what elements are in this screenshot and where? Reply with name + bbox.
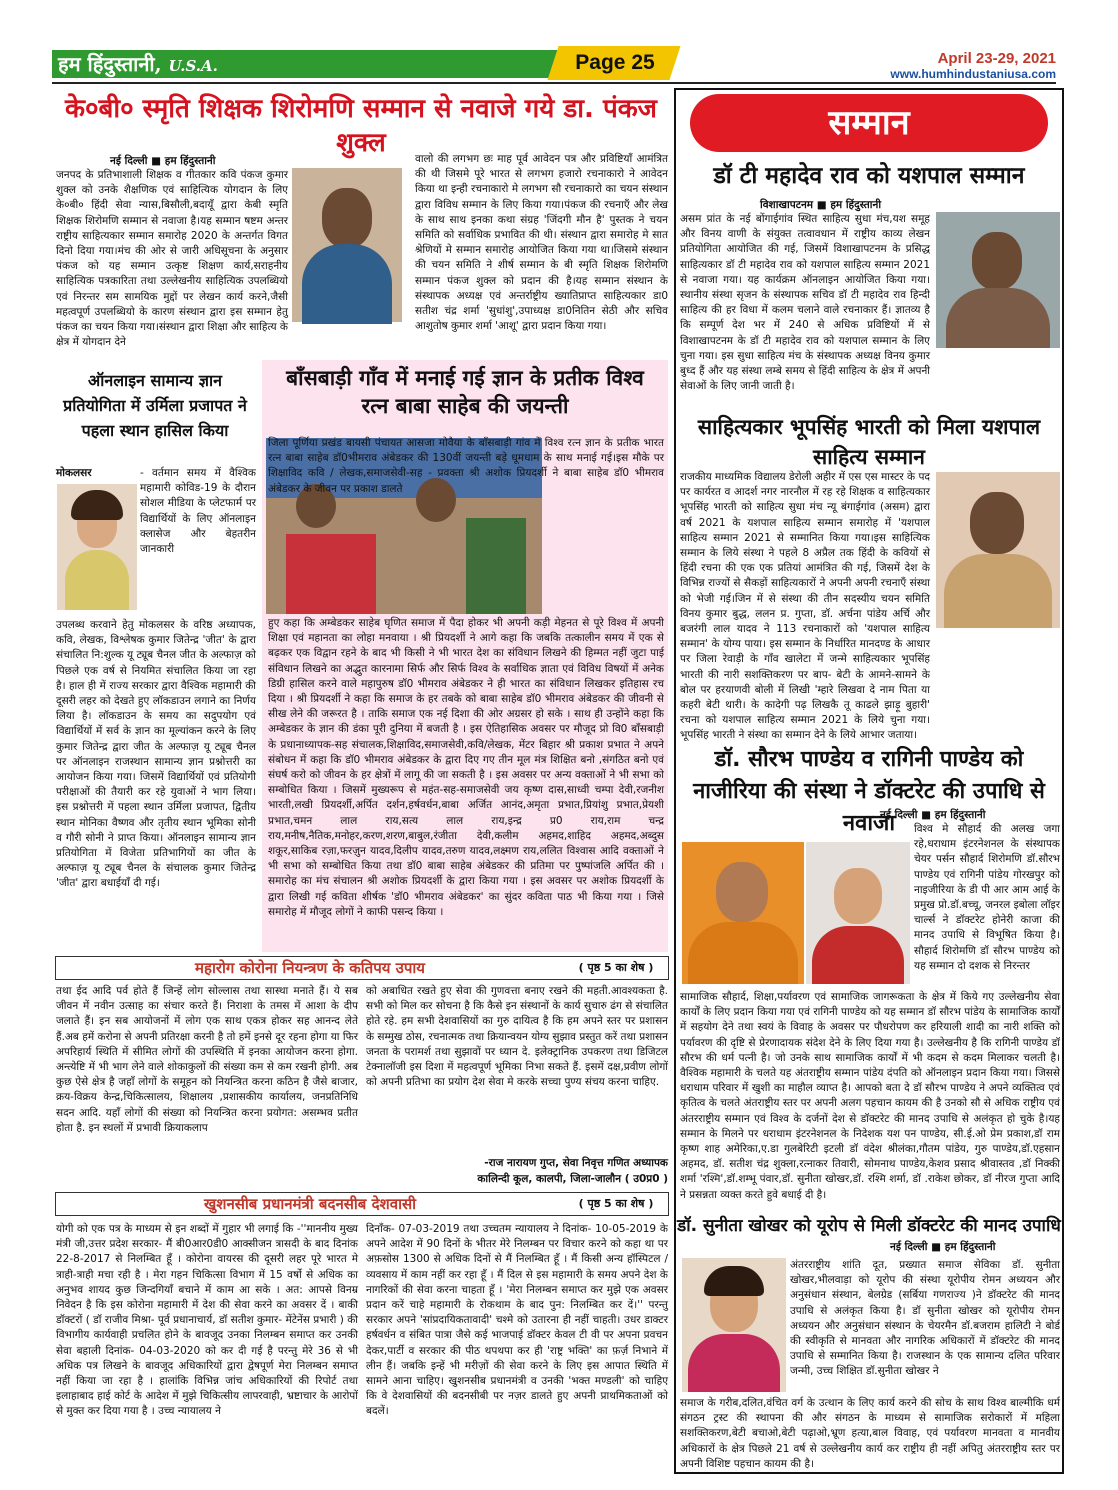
samman4-body: समाज के गरीब,दलित,वंचित वर्ग के उत्थान के लिए कार्य करने की सोच के साथ विश्व बाल्मीकि धर्म संगठन ट्रस्ट की स्थापना की और संगठन के माध्यम से सामाजिक सरोकारों में महिला सशक्तिकरण,बेटी बचाओ,बेटी पढ़ाओ,भ्रूण हत्या,बाल विवाह, एवं पर्यावरण मानवता व मानवीय अधिकारों के क्षेत्र पिछले 21 वर्ष से उल्लेखनीय कार्य कर राष्ट्रीय ही नहीं अपितु अंतरराष्ट्रीय स्तर पर अपनी विशिष्ट पहचान कायम की है। (680, 1397, 1060, 1470)
page-number: Page 25 (575, 51, 655, 74)
article5-col1: योगी को एक पत्र के माध्यम से इन शब्दों में गुहार भी लगाई कि -''माननीय मुख्य मंत्री जी,उत्तर प्रदेश सरकार- मैं बी0आर0डी0 आक्सीजन त्रासदी के बाद दिनांक 22-8-2017 से निलम्बित हूँ । कोरोना वायरस की दूसरी लहर पूरे भारत मे त्राही-त्राही मचा रही है । मेरा गहन चिकित्सा विभाग में 15 वर्षो से अधिक का अनुभव शायद कुछ जिन्दगियाँ बचाने में काम आ सके । अत: आपसे विनम्र निवेदन है कि इस कोरोना महामारी में देश की सेवा करने का अवसर दें । बाकी डॉक्टरों ( डॉ राजीव मिश्रा- पूर्व प्रधानाचार्य, डॉ सतीश कुमार- मेंटेनेंस प्रभारी ) की विभागीय कार्यवाही प्रचलित होने के बावजूद उनका निलम्बन समाप्त कर उनकी सेवा बहाली दिनांक- 04-03-2020 को कर दी गई है परन्तु मेरे 36 से भी अधिक पत्र लिखने के बावजूद अधिकारियों द्वारा द्वेषपूर्ण मेरा निलम्बन समाप्त नहीं किया जा रहा है । हालांकि विभिन्न जांच अधिकारियों की रिपोर्ट तथा इलाहाबाद हाई कोर्ट के आदेश में मुझे चिकित्सीय लापरवाही, भ्रष्टाचार के आरोपों से मुक्त कर दिया गया है । उच्च न्यायालय ने (56, 1223, 358, 1418)
article1-headline: के०बी० स्मृति शिक्षक शिरोमणि सम्मान से नवाजे गये डा. पंकज शुक्ल (65, 94, 657, 158)
article1-photo-left (292, 168, 402, 322)
samman4-dateline: नई दिल्ली ■ हम हिंदुस्तानी (890, 1241, 996, 1253)
samman4-photo (682, 1258, 786, 1392)
article5-cont: ( पृष्ठ 5 का शेष ) (578, 1197, 654, 1210)
article4-cont: ( पृष्ठ 5 का शेष ) (578, 961, 654, 974)
article1-col3: वालो की लगभग छः माह पूर्व आवेदन पत्र और प्रविष्टियाँ आमंत्रित की थी जिसमे पूरे भारत से लगभग हजारो रचनाकारो ने आवेदन किया था इन्ही रचनाकारो मे लगभग सौ रचनाकारो का चयन संस्थान द्वारा विविध सम्मान के लिए किया गया।पंकज की रचनाएँ और लेख के साथ साथ इनका कथा संग्रह 'जिंदगी मौन है' पुस्तक ने चयन समिति को सर्वाधिक प्रभावित की थी। संस्थान द्वारा समारोह मे सात श्रेणियों मे सम्मान समारोह आयोजित किया गया था।जिसमे संस्थान की चयन समिति ने शीर्ष सम्मान के बी स्मृति शिक्षक शिरोमणि सम्मान पंकज शुक्ल को प्रदान की है।यह सम्मान संस्थान के संस्थापक अध्यक्ष एवं अन्तर्राष्ट्रीय ख्यातिप्राप्त साहित्यकार डा0 सतीश चंद्र शर्मा 'सुधांशु',उपाध्यक्ष डा0नितिन सेठी और सचिव आशुतोष कुमार शर्मा 'आशू' द्वारा प्रदान किया गया। (415, 153, 668, 333)
issue-date: April 23-29, 2021 (937, 50, 1056, 67)
masthead (0, 0, 1118, 90)
article2-photo (57, 484, 137, 610)
article3-body: हुए कहा कि अम्बेडकर साहेब घृणित समाज में पैदा होकर भी अपनी कड़ी मेहनत से पूरे विश्व में अपनी शिक्षा एवं महानता का लोहा मनवाया । श्री प्रियदर्शी ने आगे कहा कि जबकि तत्कालीन समय में एक से बढ़कर एक विद्वान रहने के बाद भी किसी ने भी भारत देश का संविधान लिखने की हिम्मत नहीं जुटा पाई संविधान लिखने का अद्भुत कारनामा सिर्फ और सिर्फ विश्व के सर्वाधिक ज्ञाता एवं विविध विषयों में अनेक डिग्री हासिल करने वाले महापुरुष डॉ0 भीमराव अंबेडकर ने ही भारत का संविधान लिखकर इतिहास रच दिया । श्री प्रियदर्शी ने कहा कि समाज के हर तबके को बाबा साहेब डॉ0 भीमराव अंबेडकर की जीवनी से सीख लेने की जरूरत है । ताकि समाज एक नई दिशा की ओर अग्रसर हो सके । साथ ही उन्होंने कहा कि अम्बेडकर के ज्ञान की डंका पूरी दुनिया में बजती है । इस ऐतिहासिक अवसर पर मौजूद प्रो वि0 बाँसबाड़ी के प्रधानाध्यापक-सह संचालक,शिक्षाविद,समाजसेवी,कवि/लेखक, मेंटर बिहार श्री प्रकाश प्रभात ने अपने संबोधन में कहा कि डॉ0 भीमराव अंबेडकर के द्वारा दिए गए तीन मूल मंत्र शिक्षित बनो ,संगठित बनो एवं संघर्ष करो को जीवन के हर क्षेत्रों में लागू की जा सकती है । इस अवसर पर अन्य वक्ताओं ने भी सभा को सम्बोधित किया । जिसमें मुख्यरूप से महंत-सह-समाजसेवी जय कृष्ण दास,साध्वी चम्पा देवी,रजनीश भारती,लखी प्रियदर्शी,अर्पित दर्शन,हर्षवर्धन,बाबा अर्जित आनंद,अमृता प्रभात,प्रियांशु प्रभात,प्रेयशी प्रभात,चमन लाल राय,सत्य लाल राय,इन्द्र प्र0 राय,राम चन्द्र राय,मनीष,नैतिक,मनोहर,करण,शरण,बाबुल,रंजीता देवी,कलीम अहमद,शाहिद अहमद,अब्दुस शकूर,साकिब रज़ा,फरज़ुन यादव,दिलीप यादव,तरुण यादव,लक्ष्मण राय,ललित विश्वास आदि वक्ताओं ने भी सभा को सम्बोधित किया तथा डॉ0 बाबा साहेब अंबेडकर की प्रतिमा पर पुष्पांजलि अर्पित की । समारोह का मंच संचालन श्री अशोक प्रियदर्शी के द्वारा किया गया । इस अवसर पर अशोक प्रियदर्शी के द्वारा लिखी गई कविता शीर्षक 'डॉ0 भीमराव अंबेडकर' का सुंदर कविता पाठ भी किया गया । जिसे समारोह में मौजूद लोगों ने काफी पसन्द किया । (268, 617, 664, 918)
article4-headline: महारोग कोरोना नियन्त्रण के कतिपय उपाय (195, 959, 425, 977)
article5-col2: दिनाँक- 07-03-2019 तथा उच्चतम न्यायालय ने दिनांक- 10-05-2019 के अपने आदेश में 90 दिनों के भीतर मेरे निलम्बन पर विचार करने को कहा था पर अफ़सोस 1300 से अधिक दिनों से मैं निलम्बित हूँ । मैं किसी अन्य हॉस्पिटल / व्यवसाय में काम नहीं कर रहा हूँ । मैं दिल से इस महामारी के समय अपने देश के नागरिकों की सेवा करना चाहता हूँ । 'मेरा निलम्बन समाप्त कर मुझे एक अवसर प्रदान करें चाहे महामारी के रोकथाम के बाद पुन: निलम्बित कर दें।'' परन्तु सरकार अपने 'सांप्रदायिकतावादी' चश्मे को उतारना ही नहीं चाहती। उधर डाक्टर हर्षवर्धन व संबित पात्रा जैसे कई भाजपाई डॉक्टर केवल टी वी पर अपना प्रवचन देकर,पार्टी व सरकार की पीठ थपथपा कर ही 'राष्ट्र भक्ति' का फ़र्ज़ निभाने में लीन हैं। जबकि इन्हें भी मरीज़ों की सेवा करने के लिए इस आपात स्थिति में सामने आना चाहिए। खुशनसीब प्रधानमंत्री व उनकी 'भक्त मण्डली' को चाहिए कि वे देशवासियों की बदनसीबी पर नज़र डालते हुए अपनी प्राथमिकताओं को बदलें। (366, 1223, 668, 1418)
samman3-photo-man (682, 842, 804, 984)
article5-headline: खुशनसीब प्रधानमंत्री बदनसीब देशवासी (203, 1195, 417, 1213)
samman3-body: सामाजिक सौहार्द, शिक्षा,पर्यावरण एवं सामाजिक जागरूकता के क्षेत्र में किये गए उल्लेखनीय सेवा कार्यों के लिए प्रदान किया गया एवं रागिनी पाण्डेय को यह सम्मान डॉ सौरभ पांडेय के सामाजिक कार्यों में सहयोग देने तथा स्वयं के विवाह के अवसर पर पौधरोपण कर हरियाली शादी का नारी शक्ति को पर्यावरण की दृष्टि से प्रेरणादायक संदेश देने के लिए दिया गया है। उल्लेखनीय है कि रागिनी पाण्डेय डॉ सौरभ की धर्म पत्नी है। जो उनके साथ सामाजिक कार्यों में भी कदम से कदम मिलाकर चलती है।वैश्विक महामारी के चलते यह अंतराष्ट्रीय सम्मान पांडेय दंपति को ऑनलाइन प्रदान किया गया। जिससे धराधाम परिवार में खुशी का माहौल व्याप्त है। आपको बता दे डॉ सौरभ पाण्डेय ने अपने व्यक्तित्व एवं कृतित्व के चलते अंतराष्ट्रीय स्तर पर अपनी अलग पहचान कायम की है उनको सौ से अधिक राष्ट्रीय एवं अंतरराष्ट्रीय सम्मान एवं विश्व के दर्जनों देश से डॉक्टरेट की मानद उपाधि से अलंकृत हो चुके है।यह सम्मान के मिलने पर धराधाम इंटरनेशनल के निदेशक यश पन पाण्डेय, सी.ई.ओ प्रेम प्रकाश,डॉ राम कृष्ण शाह अमेरिका,ए.डा गुलबेरिटी इटली डॉ वंदेश श्रीलंका,गौतम पांडेय, गुरु पाण्डेय,डॉ.एहसान अहमद, डॉ. सतीश चंद्र शुक्ला,रत्नाकर तिवारी, सोमनाथ पाण्डेय,केशव प्रसाद श्रीवास्तव ,डॉ निक्की शर्मा 'रश्मि',डॉ.शम्भू पंवार,डॉ. सुनीता खोखर,डॉ. रश्मि शर्मा, डॉ .राकेश छोकर, डॉ नीरज गुप्ता आदि ने प्रसन्नता व्यक्त करते हुवे बधाई दी है। (680, 991, 1060, 1201)
article4-signature-address: कालिन्दी कूल, कालपी, जिला-जालौन ( उ0प्र0 ) (477, 1173, 668, 1185)
samman2-photo (936, 472, 1060, 628)
samman1-headline: डॉ टी महादेव राव को यशपाल सम्मान (713, 163, 1025, 189)
article4-signature: -राज नारायण गुप्त, सेवा निवृत्त गणित अध्यापक (484, 1157, 668, 1169)
article2-dateline: मोकलसर (56, 467, 92, 479)
article2-lead: - वर्तमान समय में वैश्विक महामारी कोविड-19 के दौरान सोशल मीडिया के प्लेटफार्म पर विद्यार्थियों के लिए ऑनलाइन क्लासेज और बेहतरीन जानकारी (140, 467, 256, 556)
masthead-rule (52, 82, 1056, 84)
masthead-suffix: U.S.A. (168, 57, 218, 75)
website[interactable]: www.humhindustaniusa.com (890, 67, 1056, 81)
article2-body: उपलब्ध करवाने हेतु मोकलसर के वरिष्ठ अध्यापक, कवि, लेखक, विश्लेषक कुमार जितेन्द्र 'जीत' के द्वारा संचालित नि:शुल्क यू ट्यूब चैनल जीत के अल्फाज़ को पिछले एक वर्ष से नियमित संचालित किया जा रहा है। हाल ही में राज्य सरकार द्वारा वैश्विक महामारी की दूसरी लहर को देखते हुए लॉकडाउन लगाने का निर्णय लिया है। लॉकडाउन के समय का सदुपयोग एवं विद्यार्थियों में सर्व के ज्ञान का मूल्यांकन करने के लिए कुमार जितेन्द्र द्वारा जीत के अल्फाज़ यू ट्यूब चैनल पर ऑनलाइन राजस्थान सामान्य ज्ञान प्रश्नोत्तरी का आयोजन किया गया। जिसमें विद्यार्थियों एवं प्रतियोगी परीक्षाओं की तैयारी कर रहे युवाओं ने भाग लिया। इस प्रश्नोत्तरी में पहला स्थान उर्मिला प्रजापत, द्वितीय स्थान मोनिका वैष्णव और तृतीय स्थान भूमिका सोनी व गौरी सोनी ने प्राप्त किया। ऑनलाइन सामान्य ज्ञान प्रतियोगिता में विजेता प्रतिभागियों का जीत के अल्फाज़ यू ट्यूब चैनल के संचालक कुमार जितेन्द्र 'जीत' द्वारा बधाईयाँ दी गई। (56, 619, 256, 890)
samman-banner-text: सम्मान (828, 103, 910, 143)
article1-bottom-left (56, 322, 406, 350)
samman4-headline: डॉ. सुनीता खोखर को यूरोप से मिली डॉक्टरेट की मानद उपाधि (677, 1216, 1061, 1236)
samman2-headline: साहित्यकार भूपसिंह भारती को मिला यशपाल साहित्य सम्मान (697, 415, 1041, 469)
samman2-body: राजकीय माध्यमिक विद्यालय डेरोली अहीर में एस एस मास्टर के पद पर कार्यरत व आदर्श नगर नारनौल में रह रहे शिक्षक व साहित्यकार भूपसिंह भारती को साहित्य सुधा मंच न्यू बंगाईगांव (असम) द्वारा वर्ष 2021 के यशपाल साहित्य सम्मान समारोह में 'यशपाल साहित्य सम्मान 2021 से सम्मानित किया गया।इस साहित्यिक सम्मान के लिये संस्था ने पहले 8 अप्रैल तक हिंदी के कवियों से हिंदी रचना की एक एक प्रतियां आमंत्रित की गई, जिसमें देश के विभिन्न राज्यों से सैकड़ों साहित्यकारों ने अपनी अपनी रचनाएँ संस्था को भेजी गई।जिन में से संस्था की तीन सदस्यीय चयन समिति विनय कुमार बुद्ध, ललन प्र. गुप्ता, डॉ. अर्चना पांडेय अर्चि और बजरंगी लाल यादव ने 113 रचनाकारों को 'यशपाल साहित्य सम्मान' के योग्य पाया। इस सम्मान के निर्धारित मानदण्ड के आधार पर जिला रेवाड़ी के गाँव खालेटा में जन्मे साहित्यकार भूपसिंह भारती की नारी सशक्तिकरण पर बाप- बेटी के आमने-सामने के बोल पर हरयाणवी बोली में लिखी 'म्हारे लिखवा दे नाम पिता या कहरी बेटी थारी। के कादेगी पढ़ लिखकै तू काढले झाड़ू बुहारी' रचना को यशपाल साहित्य सम्मान 2021 के लिये चुना गया। भूपसिंह भारती ने संस्था का सम्मान देने के लिये आभार जताया। (680, 471, 930, 742)
article3-headline: बाँसबाड़ी गाँव में मनाई गई ज्ञान के प्रतीक विश्व रत्न बाबा साहेब की जयन्ती (286, 366, 644, 418)
article3-intro: जिला पूर्णिया प्रखंड बायसी पंचायत आसजा मोवैया के बाँसबाड़ी गांव में विश्व रत्न ज्ञान के प्रतीक भारत रत्न बाबा साहेब डॉ0भीमराव अंबेडकर की 130वीं जयन्ती बड़े धूमधाम के साथ मनाई गई।इस मौके पर शिक्षाविद कवि / लेखक,समाजसेवी-सह - प्रवक्ता श्री अशोक प्रियदर्शी ने बाबा साहेब डॉ0 भीमराव अंबेडकर के जीवन पर प्रकाश डालते (268, 437, 664, 495)
article2-headline: ऑनलाइन सामान्य ज्ञान प्रतियोगिता में उर्मिला प्रजापत ने पहला स्थान हासिल किया (63, 371, 247, 440)
samman3-dateline: नई दिल्ली ■ हम हिंदुस्तानी (880, 809, 986, 821)
samman1-dateline: विशाखापटनम ■ हम हिंदुस्तानी (760, 199, 882, 211)
samman3-lead: विश्व मे सौहार्द की अलख जगा रहे,धराधाम इंटरनेशनल के संस्थापक चेयर पर्सन सौहार्द शिरोमणि डॉ.सौरभ पाण्डेय एवं रागिनी पांडेय गोरखपुर को नाइजीरिया के डी पी आर आम आई के प्रमुख प्रो.डॉ.बच्चू, जनरल इबोला लॉइर चार्ल्स ने डॉक्टरेट होनेरी काजा की मानद उपाधि से विभूषित किया है। सौहार्द शिरोमणि डॉ सौरभ पाण्डेय को यह सम्मान दो दशक से निरन्तर (914, 823, 1060, 972)
article1-dateline: नई दिल्ली ■ हम हिंदुस्तानी (110, 155, 216, 167)
samman4-lead: अंतरराष्ट्रीय शांति दूत, प्रख्यात समाज सेविका डॉ. सुनीता खोखर,भीलवाड़ा को यूरोप की संस्था यूरोपीय रोमन अध्ययन और अनुसंधान संस्थान, बेलग्रेड (सर्बिया गणराज्य )ने डॉक्टरेट की मानद उपाधि से अलंकृत किया है। डॉ सुनीता खोखर को यूरोपीय रोमन अध्ययन और अनुसंधान संस्थान के चेयरमैन डॉ.बजराम हालिटी ने बोर्ड की स्वीकृति से मानवता और नागरिक अधिकारों में डॉक्टरेट की मानद उपाधि से सम्मानित किया है। राजस्थान के एक सामान्य दलित परिवार जन्मी, उच्च शिक्षित डॉ.सुनीता खोखर ने (790, 1259, 1060, 1378)
masthead-title (58, 50, 218, 78)
article4-col1: तथा ईद आदि पर्व होते हैं जिन्हें लोग सोल्लास तथा सास्था मनाते हैं। ये सब जीवन में नवीन उत्साह का संचार करते हैं। निराशा के तमस में आशा के दीप जलाते हैं। इन सब आयोजनों में लोग एक साथ एकत्र होकर सह आनन्द लेते हैं.अब हमें करोना से अपनी प्रतिरक्षा करनी है तो हमें इनसे दूर रहना होगा या फिर अपरिहार्य स्थिति में सीमित लोगों की उपस्थिति में इनका आयोजन करना होगा. अन्त्येष्टि में भी भाग लेने वाले शोकाकुलों की संख्या कम से कम रखनी होगी. अब कुछ ऐसे क्षेत्र है जहाँ लोगों के समूहन को नियन्त्रित करना कठिन है जैसे बाजार, क्रय-विक्रय केन्द्र,चिकित्सालय, शिक्षालय ,प्रशासकीय कार्यालय, जनप्रतिनिधि सदन आदि. यहाँ लोगों की संख्या को नियन्त्रित करना प्रयोगत: असम्भव प्रतीत होता है. इन स्थलों में प्रभावी क्रियाकलाप (56, 985, 358, 1134)
samman3-headline: डॉ. सौरभ पाण्डेय व रागिनी पाण्डेय को नाजीरिया की संस्था ने डॉक्टरेट की उपाधि से नवाजा (693, 747, 1045, 836)
article1-col1: जनपद के प्रतिभाशाली शिक्षक व गीतकार कवि पंकज कुमार शुक्ल को उनके शैक्षणिक एवं साहित्यिक योगदान के लिए के०बी० हिंदी सेवा न्यास,बिसौली,बदायूँ द्वारा केबी स्मृति शिक्षक शिरोमणि सम्मान से नवाजा है।यह सम्मान षष्टम अन्तर राष्ट्रीय साहित्यकार सम्मान समारोह 2020 के अन्तर्गत विगत दिनो दिया गया।मंच की ओर से जारी अधिसूचना के अनुसार पंकज को यह सम्मान उत्कृष्ट शिक्षण कार्य,सराहनीय साहित्यिक पत्रकारिता तथा उल्लेखनीय साहित्यिक उपलब्धियो एवं निरन्तर सम सामयिक मुद्दों पर लेखन कार्य करने,जैसी महत्वपूर्ण उपलब्धियो के कारण संस्थान द्वारा इस सम्मान हेतु पंकज का चयन किया गया।संस्थान द्वारा शिक्षा और साहित्य के क्षेत्र में योगदान देने (56, 169, 288, 349)
samman1-body: असम प्रांत के नई बोंगाईगांव स्थित साहित्य सुधा मंच,यश समूह और विनय वाणी के संयुक्त तत्वावधान में राष्ट्रीय काव्य लेखन प्रतियोगिता आयोजित की गई, जिसमें विशाखापटनम के प्रसिद्ध साहित्यकार डॉ टी महादेव राव को यशपाल साहित्य सम्मान 2021 से नवाजा गया। यह कार्यक्रम ऑनलाइन आयोजित किया गया। स्थानीय संस्था सृजन के संस्थापक सचिव डॉ टी महादेव राव हिन्दी साहित्य की हर विधा में कलम चलाने वाले रचनाकार हैं। ज्ञातव्य है कि सम्पूर्ण देश भर में 240 से अधिक प्रविष्टियों में से विशाखापटनम के डॉ टी महादेव राव को यशपाल सम्मान के लिए चुना गया। इस सुधा साहित्य मंच के संस्थापक अध्यक्ष विनय कुमार बुध्द हैं और यह संस्था लम्बे समय से हिंदी साहित्य के क्षेत्र में अपनी सेवाओं के लिए जानी जाती है। (680, 213, 930, 393)
article4-col2: को अबाधित रखते हुए सेवा की गुणवत्ता बनाए रखने की महती.आवश्यकता है. सभी को मिल कर सोचना है कि कैसे इन संस्थानों के कार्य सुचारु ढंग से संचालित होते रहे. हम सभी देशवासियों का गुरु दायित्व है कि हम अपने स्तर पर प्रशासन के सम्मुख ठोस, रचनात्मक तथा क्रियान्वयन योग्य सुझाव प्रस्तुत करें तथा प्रशासन जनता के परामर्श तथा सुझावों पर ध्यान दे. इलेक्ट्रानिक उपकरण तथा डिजिटल टेक्नालॉजी इस दिशा में महत्वपूर्ण भूमिका निभा सकते हैं. इसमें दक्ष,प्रवीण लोगों को अपनी प्रतिभा का प्रयोग देश सेवा मे करके सच्चा पुण्य संचय करना चाहिए. (366, 985, 668, 1089)
samman3-photo-woman (806, 842, 910, 984)
masthead-title-text: हम हिंदुस्तानी, (58, 52, 162, 76)
samman1-photo (936, 212, 1060, 348)
